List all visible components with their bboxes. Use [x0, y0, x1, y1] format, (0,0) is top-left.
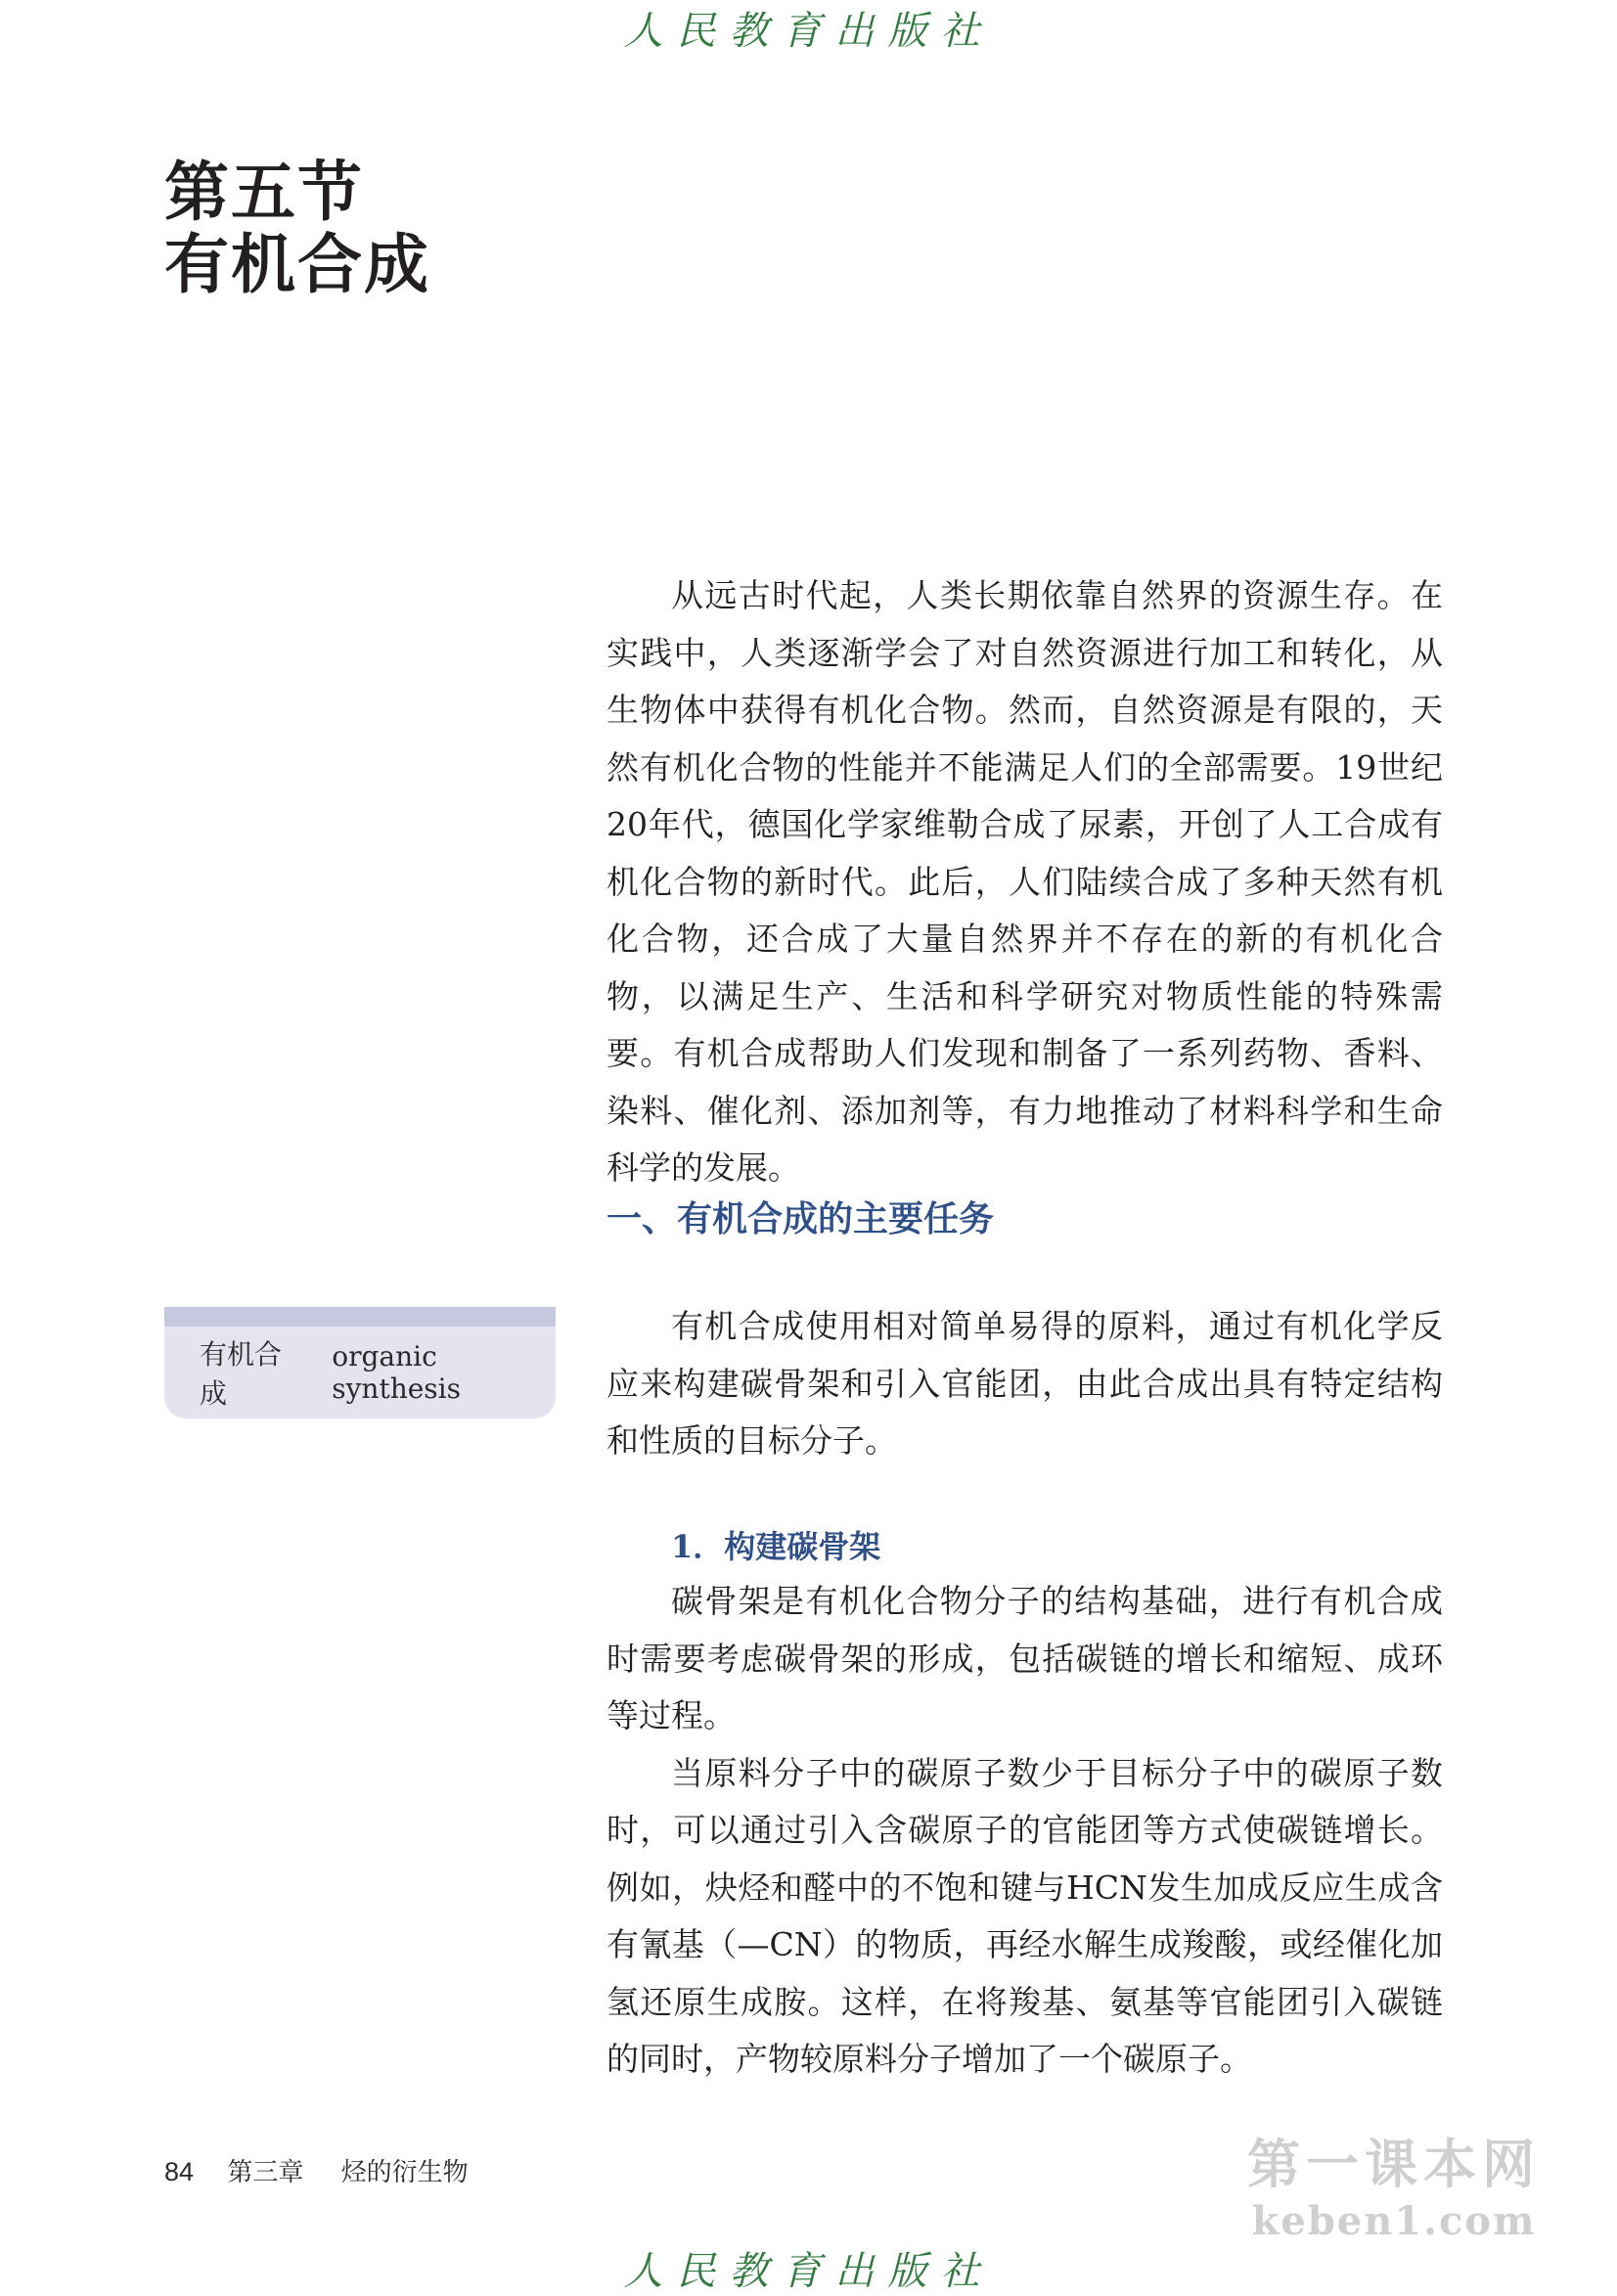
footer-chapter: 第三章	[227, 2158, 304, 2187]
page-number: 84	[164, 2157, 195, 2186]
task-block	[606, 1298, 1443, 1470]
site-watermark	[1247, 2123, 1541, 2244]
heading-main-tasks: 一、有机合成的主要任务	[606, 1199, 995, 1239]
term-english: organic synthesis	[332, 1340, 462, 1405]
task-paragraph: 有机合成使用相对简单易得的原料，通过有机化学反应来构建碳骨架和引入官能团，由此合成出具有特定结构和性质的目标分子。	[606, 1307, 1443, 1460]
section-title	[164, 157, 430, 301]
section-number: 第五节	[164, 155, 364, 230]
footer-chapter-title: 烃的衍生物	[340, 2158, 469, 2187]
glossary-term-box	[164, 1307, 556, 1418]
skeleton-paragraph-1: 碳骨架是有机化合物分子的结构基础，进行有机合成时需要考虑碳骨架的形成，包括碳链的增长和缩短、成环等过程。	[606, 1582, 1443, 1734]
intro-paragraph: 从远古时代起，人类长期依靠自然界的资源生存。在实践中，人类逐渐学会了对自然资源进行加工和转化，从生物体中获得有机化合物。然而，自然资源是有限的，天然有机化合物的性能并不能满足人们的全部需要。19世纪20年代，德国化学家维勒合成了尿素，开创了人工合成有机化合物的新时代。此后，人们陆续合成了多种天然有机化合物，还合成了大量自然界并不存在的新的有机化合物，以满足生产、生活和科学研究对物质性能的特殊需要。有机合成帮助人们发现和制备了一系列药物、香料、染料、催化剂、添加剂等，有力地推动了材料科学和生命科学的发展。	[606, 576, 1443, 1187]
publisher-logo-bottom: 人民教育出版社	[623, 2249, 994, 2294]
subheading-carbon-skeleton: 1．构建碳骨架	[671, 1528, 881, 1565]
watermark-line-1: 第一课本网	[1247, 2134, 1541, 2195]
skeleton-paragraph-2: 当原料分子中的碳原子数少于目标分子中的碳原子数时，可以通过引入含碳原子的官能团等方式使碳链增长。例如，炔烃和醛中的不饱和键与HCN发生加成反应生成含有氰基（—CN）的物质，再经水解生成羧酸，或经催化加氢还原生成胺。这样，在将羧基、氨基等官能团引入碳链的同时，产物较原料分子增加了一个碳原子。	[606, 1753, 1443, 2078]
term-chinese: 有机合成	[200, 1338, 283, 1410]
page-footer	[164, 2152, 469, 2188]
skeleton-block	[606, 1573, 1443, 2089]
watermark-line-2: keben1.com	[1251, 2198, 1537, 2244]
intro-block	[606, 567, 1443, 1197]
section-name: 有机合成	[164, 227, 430, 302]
publisher-logo-top: 人民教育出版社	[623, 9, 994, 54]
